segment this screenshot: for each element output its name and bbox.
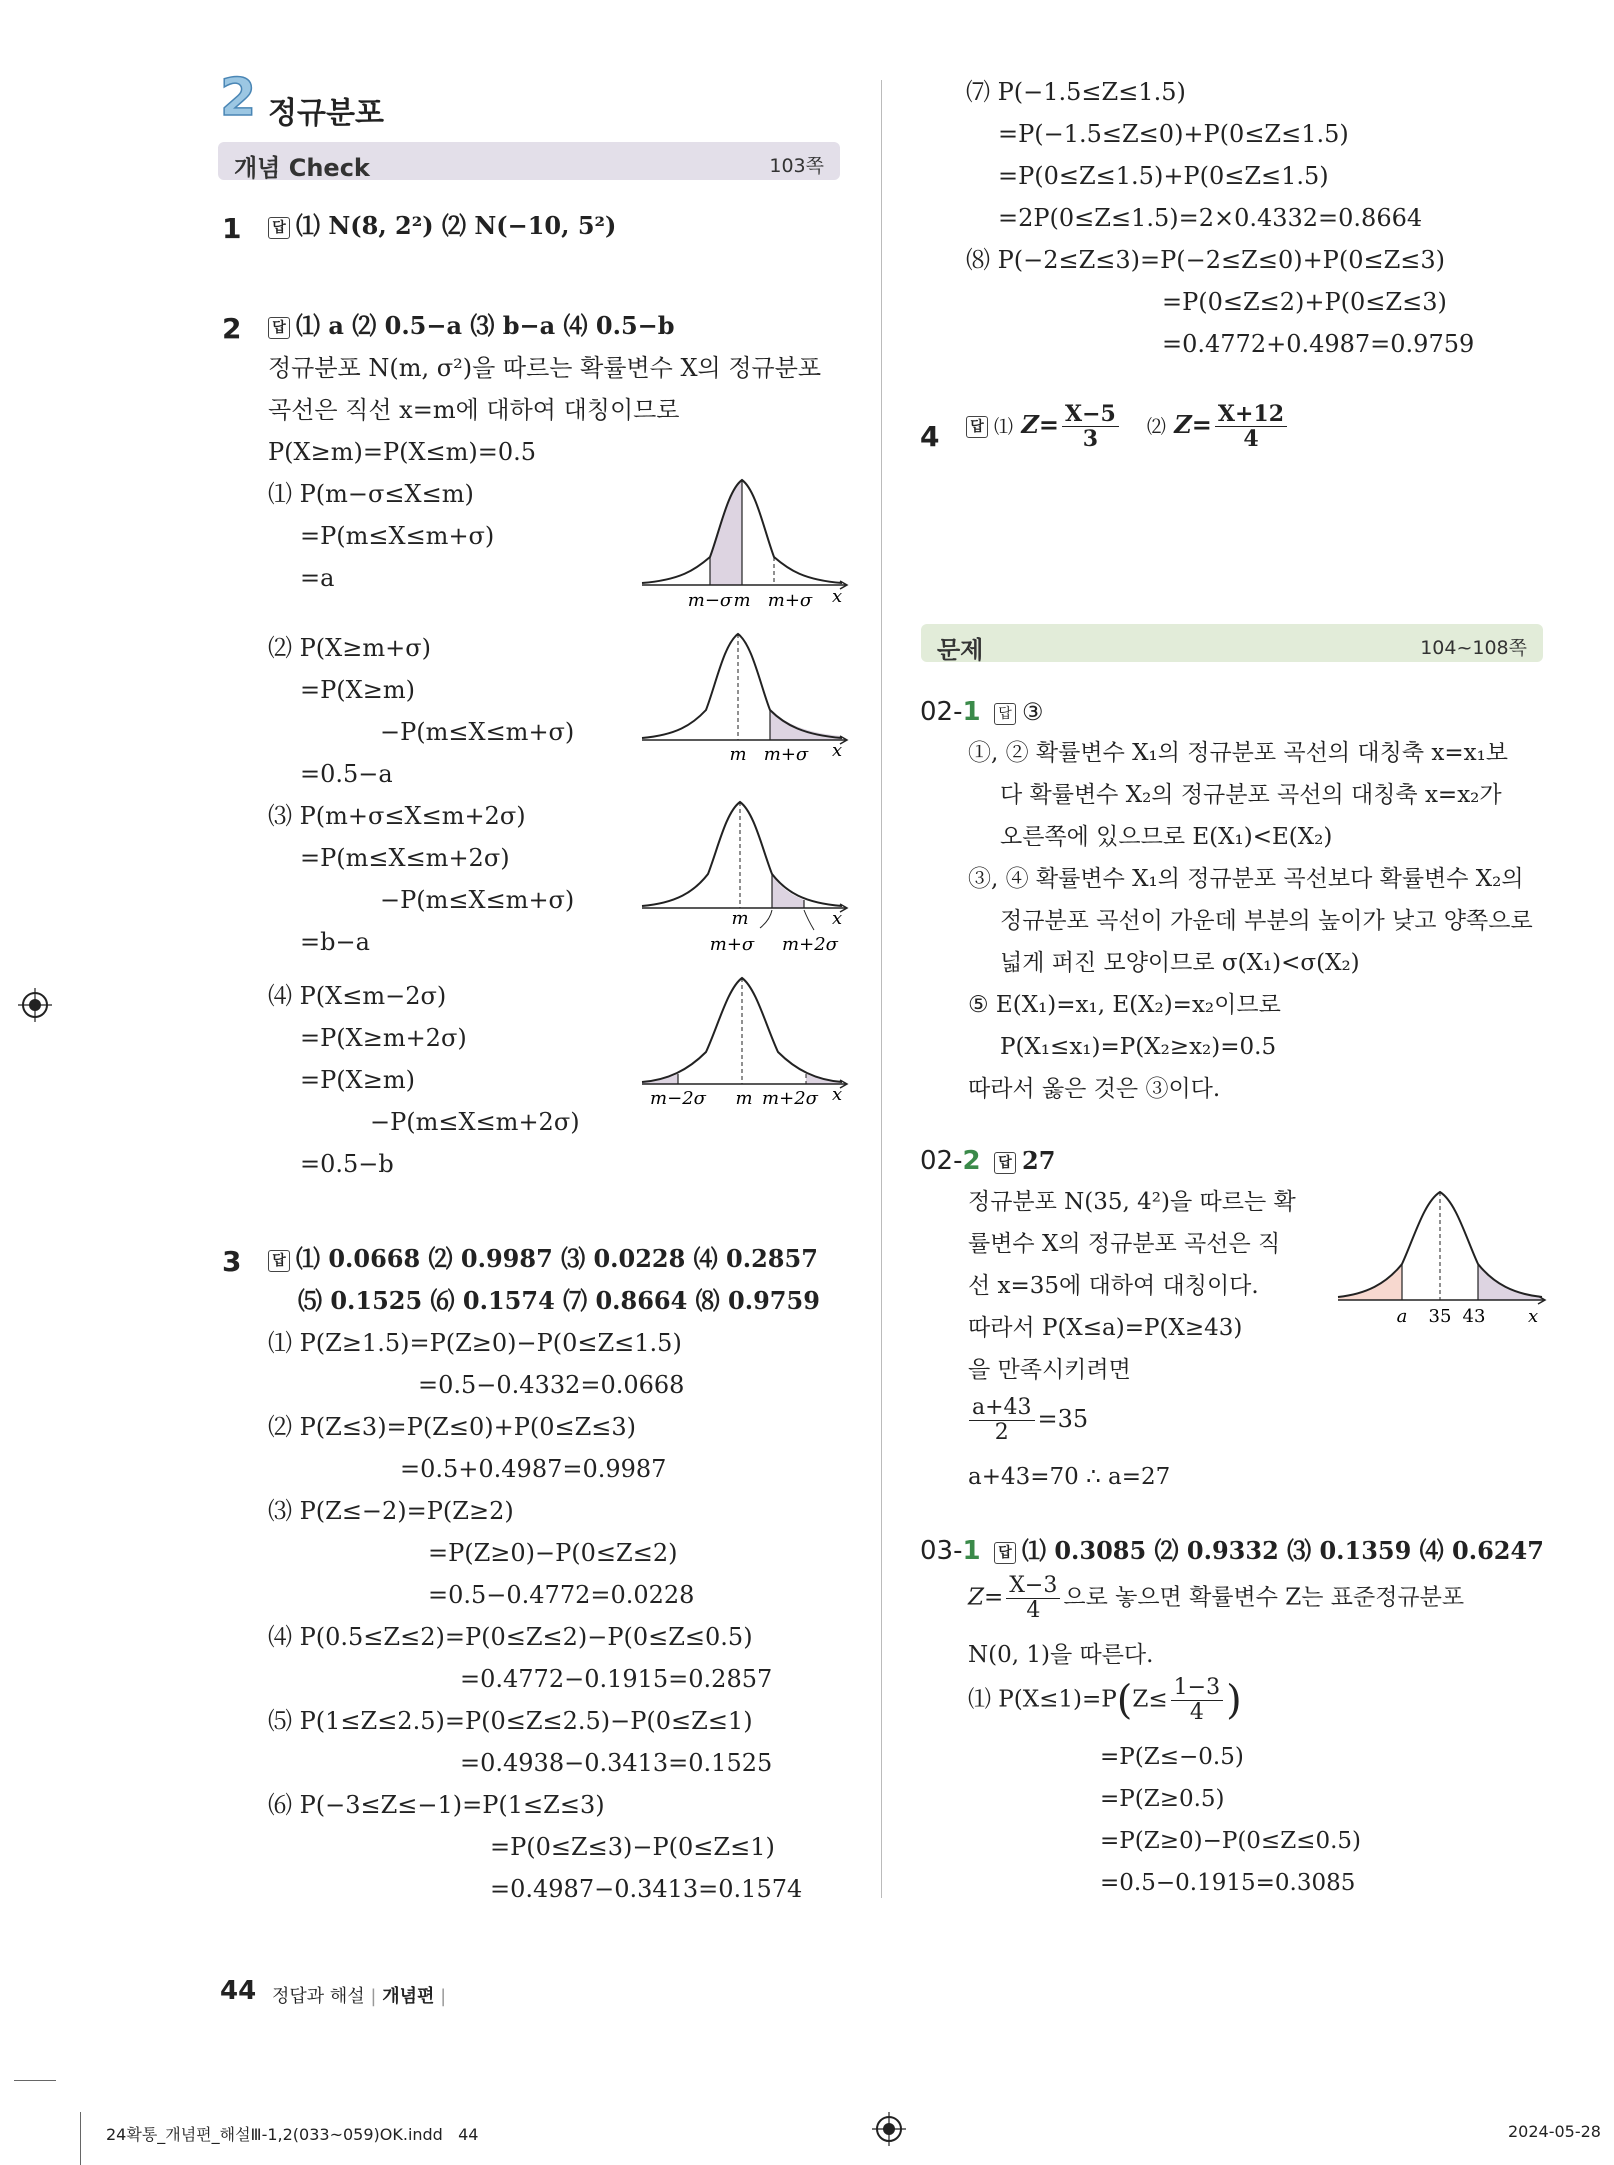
normal-curve-graph-5 <box>1336 1186 1548 1336</box>
fraction-denominator: 4 <box>1026 1598 1041 1624</box>
section-number: 2 <box>220 68 257 128</box>
answer-badge-icon: 답 <box>268 1250 290 1272</box>
print-date: 2024-05-28 <box>1508 2122 1601 2141</box>
answer-line: 답 ⑴ 0.0668 ⑵ 0.9987 ⑶ 0.0228 ⑷ 0.2857 <box>268 1247 818 1272</box>
text-line: =P(X≥m) <box>300 676 415 704</box>
text-line: =0.5−0.1915=0.3085 <box>1100 1870 1356 1896</box>
text-line: 오른쪽에 있으므로 E(X₁)<E(X₂) <box>1000 824 1333 850</box>
axis-label: x <box>832 1084 843 1105</box>
text-line: ⑹ P(−3≤Z≤−1)=P(1≤Z≤3) <box>268 1791 605 1819</box>
problem-bar <box>921 624 1543 662</box>
text-line: 넓게 퍼진 모양이므로 σ(X₁)<σ(X₂) <box>1000 950 1360 976</box>
text-line: =P(0≤Z≤2)+P(0≤Z≤3) <box>1162 288 1447 316</box>
text-line: =0.4987−0.3413=0.1574 <box>490 1875 803 1903</box>
text-line: ⑺ P(−1.5≤Z≤1.5) <box>966 78 1186 106</box>
problem-page: 104~108쪽 <box>1420 637 1527 659</box>
text-line: N(0, 1)을 따른다. <box>968 1642 1154 1668</box>
fraction-numerator: X−3 <box>1006 1574 1060 1599</box>
axis-label: m+σ <box>767 590 813 611</box>
axis-label: x <box>1528 1306 1539 1327</box>
text-line: =P(Z≥0)−P(0≤Z≤0.5) <box>1100 1828 1362 1854</box>
text-line: 따라서 옳은 것은 ③이다. <box>968 1076 1221 1102</box>
equation-line: ⑴ P(X≤1)=P(Z≤ $\frac{1-3}{4}$ ) <box>968 1675 1242 1726</box>
answer-line: 답 27 <box>994 1149 1055 1174</box>
registration-mark-icon <box>872 2112 906 2146</box>
answer-line: ⑸ 0.1525 ⑹ 0.1574 ⑺ 0.8664 ⑻ 0.9759 <box>298 1286 820 1315</box>
axis-label: a <box>1396 1306 1408 1327</box>
fraction-denominator: 3 <box>1082 426 1099 453</box>
axis-label: m <box>735 1088 753 1109</box>
text-line: =0.5−b <box>300 1150 394 1178</box>
normal-curve-graph-2 <box>640 628 850 768</box>
text-line: =P(Z≥0.5) <box>1100 1786 1225 1812</box>
print-filename: 24확통_개념편_해설Ⅲ-1,2(033~059)OK.indd 44 <box>106 2125 479 2144</box>
fraction-numerator: X+12 <box>1215 402 1287 427</box>
text-line: 선 x=35에 대하여 대칭이다. <box>968 1273 1259 1299</box>
normal-curve-graph-4 <box>640 972 850 1112</box>
text-line: −P(m≤X≤m+σ) <box>380 886 575 914</box>
text-line: ⑷ P(X≤m−2σ) <box>268 982 447 1010</box>
question-number: 3 <box>222 1245 242 1278</box>
crop-mark <box>14 2080 56 2081</box>
text-line: =P(X≥m) <box>300 1066 415 1094</box>
answer-badge-icon: 답 <box>966 416 988 438</box>
answer-badge-icon: 답 <box>994 1152 1016 1174</box>
text-line: =P(Z≤−0.5) <box>1100 1744 1244 1770</box>
equation-line: $\frac{a+43}{2}$ =35 <box>966 1396 1088 1445</box>
text-line: ⑶ P(m+σ≤X≤m+2σ) <box>268 802 526 830</box>
text-line: ⑷ P(0.5≤Z≤2)=P(0≤Z≤2)−P(0≤Z≤0.5) <box>268 1623 753 1651</box>
answer-badge-icon: 답 <box>268 317 290 339</box>
text-line: ⑶ P(Z≤−2)=P(Z≥2) <box>268 1497 514 1525</box>
registration-mark-icon <box>18 988 52 1022</box>
crop-mark <box>80 2112 81 2165</box>
text-line: 다 확률변수 X₂의 정규분포 곡선의 대칭축 x=x₂가 <box>1000 782 1502 808</box>
text-line: =0.5−a <box>300 760 393 788</box>
text-line: P(X₁≤x₁)=P(X₂≥x₂)=0.5 <box>1000 1034 1277 1060</box>
text-line: ③, ④ 확률변수 X₁의 정규분포 곡선보다 확률변수 X₂의 <box>968 866 1524 892</box>
text-line: 따라서 P(X≤a)=P(X≥43) <box>968 1315 1243 1341</box>
fraction-denominator: 4 <box>1189 1700 1204 1726</box>
text-line: ⑻ P(−2≤Z≤3)=P(−2≤Z≤0)+P(0≤Z≤3) <box>966 246 1445 274</box>
text-line: =P(X≥m+2σ) <box>300 1024 467 1052</box>
text-line: =P(0≤Z≤3)−P(0≤Z≤1) <box>490 1833 775 1861</box>
text-line: =0.5−0.4332=0.0668 <box>418 1371 685 1399</box>
axis-label: x <box>832 586 843 607</box>
fraction-numerator: 1−3 <box>1171 1676 1223 1701</box>
text-line: =0.5−0.4772=0.0228 <box>428 1581 695 1609</box>
axis-label: m+σ <box>709 934 755 955</box>
answer-badge-icon: 답 <box>994 1542 1016 1564</box>
text-line: 정규분포 N(35, 4²)을 따르는 확 <box>968 1189 1296 1215</box>
page-number: 44 <box>220 1976 257 2006</box>
normal-curve-graph-1 <box>640 470 850 615</box>
problem-number: 03-1 <box>920 1536 981 1566</box>
answer-badge-icon: 답 <box>994 703 1016 725</box>
text-line: =a <box>300 564 335 592</box>
problem-number: 02-2 <box>920 1146 981 1176</box>
text-line: =0.5+0.4987=0.9987 <box>400 1455 667 1483</box>
text-line: a+43=70 ∴ a=27 <box>968 1464 1171 1490</box>
axis-label: m <box>729 744 747 765</box>
problem-label: 문제 <box>937 636 984 664</box>
text-line: 률변수 X의 정규분포 곡선은 직 <box>968 1231 1281 1257</box>
text-line: ⑵ P(Z≤3)=P(Z≤0)+P(0≤Z≤3) <box>268 1413 637 1441</box>
text-line: 정규분포 곡선이 가운데 부분의 높이가 낮고 양쪽으로 <box>1000 908 1533 934</box>
text-line: =P(m≤X≤m+σ) <box>300 522 495 550</box>
fraction-numerator: X−5 <box>1062 402 1119 427</box>
axis-label: m+σ <box>763 744 809 765</box>
axis-label: 43 <box>1462 1306 1486 1327</box>
text-line: −P(m≤X≤m+2σ) <box>370 1108 580 1136</box>
text-line: 정규분포 N(m, σ²)을 따르는 확률변수 X의 정규분포 <box>268 354 822 382</box>
text-line: =0.4772+0.4987=0.9759 <box>1162 330 1475 358</box>
text-line: ⑤ E(X₁)=x₁, E(X₂)=x₂이므로 <box>968 992 1281 1018</box>
problem-number: 02-1 <box>920 697 981 727</box>
text-line: =P(m≤X≤m+2σ) <box>300 844 510 872</box>
axis-label: x <box>832 740 843 761</box>
text-line: ⑴ P(m−σ≤X≤m) <box>268 480 474 508</box>
text-line: −P(m≤X≤m+σ) <box>380 718 575 746</box>
text-line: ⑵ P(X≥m+σ) <box>268 634 431 662</box>
answer-line: 답 ⑴ a ⑵ 0.5−a ⑶ b−a ⑷ 0.5−b <box>268 314 675 339</box>
question-number: 1 <box>222 212 242 245</box>
text-line: ①, ② 확률변수 X₁의 정규분포 곡선의 대칭축 x=x₁보 <box>968 740 1509 766</box>
fraction-numerator: a+43 <box>969 1396 1035 1421</box>
text-line: =P(Z≥0)−P(0≤Z≤2) <box>428 1539 678 1567</box>
answer-line: 답 ⑴ Z= $\frac{X-5}{3}$ ⑵ Z= $\frac{X+12}{4}$ <box>966 402 1290 451</box>
text-line: 을 만족시키려면 <box>968 1357 1131 1383</box>
equation-line: Z= $\frac{X-3}{4}$ 으로 놓으면 확률변수 Z는 표준정규분포 <box>968 1573 1465 1624</box>
text-line: =0.4938−0.3413=0.1525 <box>460 1749 773 1777</box>
text-line: =P(0≤Z≤1.5)+P(0≤Z≤1.5) <box>998 162 1329 190</box>
section-title: 정규분포 <box>268 96 384 131</box>
answer-line: 답 ⑴ 0.3085 ⑵ 0.9332 ⑶ 0.1359 ⑷ 0.6247 <box>994 1539 1544 1564</box>
concept-check-label: 개념 Check <box>234 154 370 182</box>
answer-line: 답 ③ <box>994 700 1044 725</box>
axis-label: m <box>733 590 751 611</box>
fraction-denominator: 4 <box>1243 426 1259 453</box>
text-line: =0.4772−0.1915=0.2857 <box>460 1665 773 1693</box>
text-line: =b−a <box>300 928 370 956</box>
concept-check-page: 103쪽 <box>769 155 824 177</box>
text-line: ⑸ P(1≤Z≤2.5)=P(0≤Z≤2.5)−P(0≤Z≤1) <box>268 1707 753 1735</box>
axis-label: x <box>832 908 843 929</box>
column-divider <box>881 80 882 1898</box>
text-line: 곡선은 직선 x=m에 대하여 대칭이므로 <box>268 396 680 424</box>
axis-label: m <box>731 908 749 929</box>
axis-label: m+2σ <box>762 1088 818 1109</box>
question-number: 2 <box>222 312 242 345</box>
axis-label: m−σ <box>687 590 733 611</box>
concept-check-bar <box>218 142 840 180</box>
answer-line: 답 ⑴ N(8, 2²) ⑵ N(−10, 5²) <box>268 214 616 239</box>
footer-text: 정답과 해설 | 개념편 | <box>272 1986 447 2007</box>
axis-label: 35 <box>1428 1306 1452 1327</box>
answer-badge-icon: 답 <box>268 217 290 239</box>
fraction-denominator: 2 <box>994 1420 1009 1446</box>
text-line: =2P(0≤Z≤1.5)=2×0.4332=0.8664 <box>998 204 1423 232</box>
text-line: P(X≥m)=P(X≤m)=0.5 <box>268 438 537 466</box>
text-line: =P(−1.5≤Z≤0)+P(0≤Z≤1.5) <box>998 120 1349 148</box>
question-number: 4 <box>920 420 940 453</box>
text-line: ⑴ P(Z≥1.5)=P(Z≥0)−P(0≤Z≤1.5) <box>268 1329 682 1357</box>
axis-label: m+2σ <box>782 934 838 955</box>
normal-curve-graph-3 <box>640 796 850 961</box>
axis-label: m−2σ <box>650 1088 706 1109</box>
